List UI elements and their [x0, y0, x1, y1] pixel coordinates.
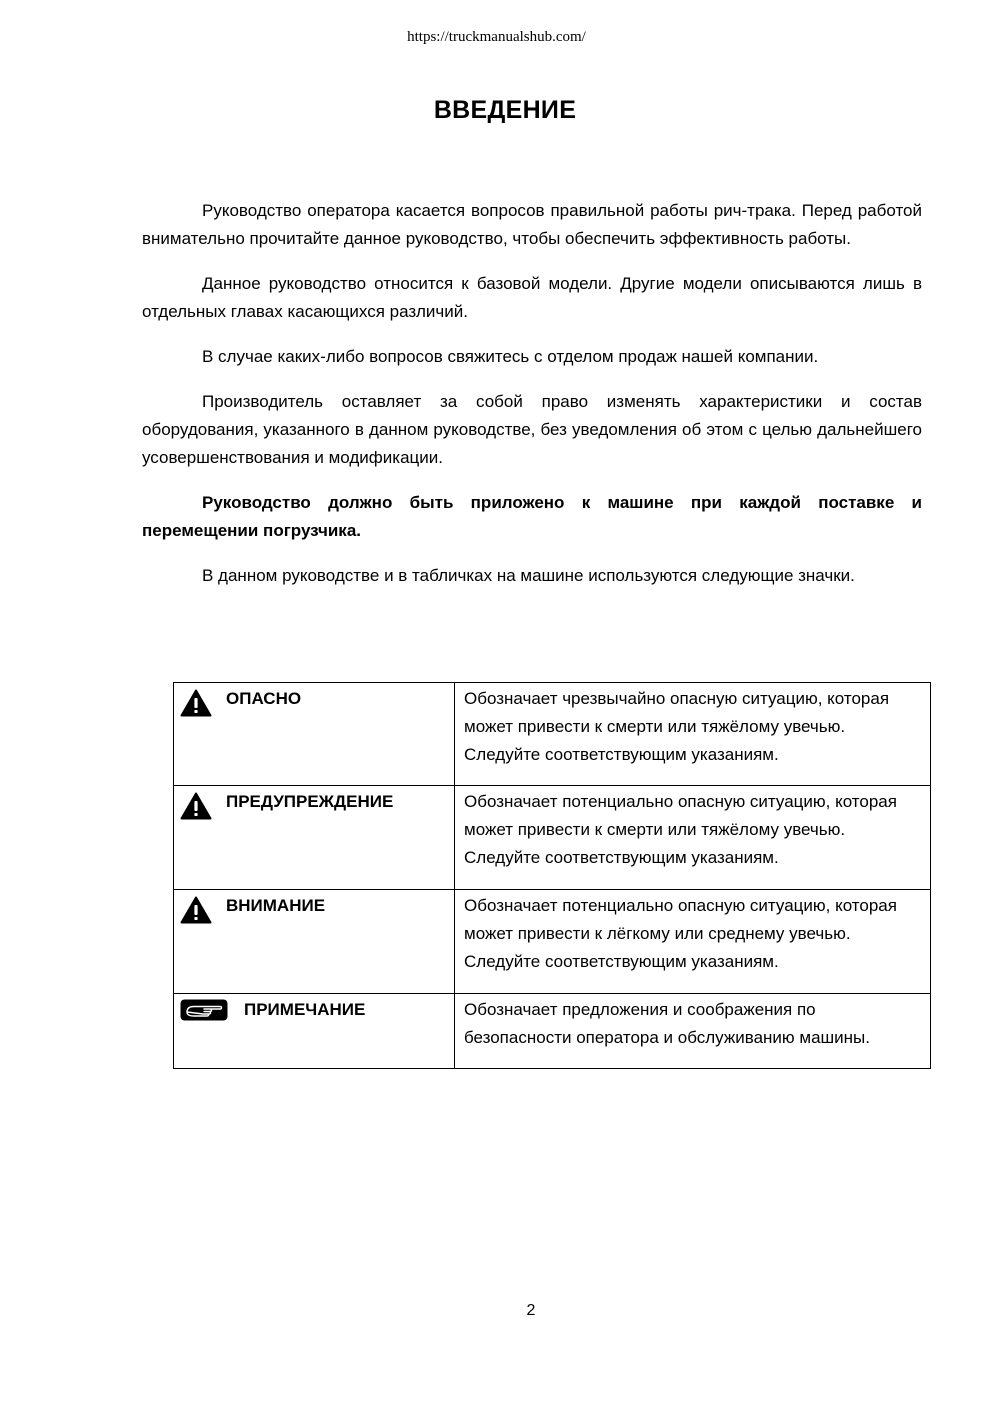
term-label: ВНИМАНИЕ — [226, 896, 326, 915]
page-title: ВВЕДЕНИЕ — [433, 96, 577, 124]
term-cell — [174, 683, 455, 786]
paragraph-attach-manual: Руководство должно быть приложено к машине при каждой поставке и перемещении погрузчика. — [142, 493, 922, 540]
description-cell: Обозначает потенциально опасную ситуацию, которая может привести к лёгкому или среднему увечью. Следуйте соответствующим указаниям. — [455, 890, 931, 994]
page-number: 2 — [526, 1302, 536, 1319]
body-text — [142, 197, 922, 607]
term-label: ПРИМЕЧАНИЕ — [244, 1000, 366, 1019]
term-label: ОПАСНО — [226, 689, 302, 708]
term-cell — [174, 994, 455, 1069]
warning-triangle-icon — [180, 896, 212, 924]
warning-triangle-icon — [180, 792, 212, 820]
table-row — [174, 786, 931, 890]
table-row — [174, 683, 931, 786]
paragraph-intro: Руководство оператора касается вопросов правильной работы рич-трака. Перед работой внимательно прочитайте данное руководство, чтобы обеспечить эффективность работы. — [142, 201, 922, 248]
paragraph-contact: В случае каких-либо вопросов свяжитесь с отделом продаж нашей компании. — [202, 347, 819, 366]
pointing-hand-icon — [180, 999, 228, 1021]
warning-triangle-icon — [180, 689, 212, 717]
description-cell: Обозначает чрезвычайно опасную ситуацию, которая может привести к смерти или тяжёлому увечью. Следуйте соответствующим указаниям. — [455, 683, 931, 786]
term-cell — [174, 890, 455, 994]
description-cell: Обозначает потенциально опасную ситуацию, которая может привести к смерти или тяжёлому увечью. Следуйте соответствующим указаниям. — [455, 786, 931, 890]
description-cell: Обозначает предложения и соображения по безопасности оператора и обслуживанию машины. — [455, 994, 931, 1069]
paragraph-signs-intro: В данном руководстве и в табличках на машине используются следующие значки. — [202, 566, 855, 585]
signs-table — [173, 682, 931, 1069]
header-url: https://truckmanualshub.com/ — [407, 29, 586, 45]
table-row — [174, 994, 931, 1069]
paragraph-base-model: Данное руководство относится к базовой модели. Другие модели описываются лишь в отдельных главах касающихся различий. — [142, 274, 922, 321]
table-row — [174, 890, 931, 994]
paragraph-manufacturer-rights: Производитель оставляет за собой право изменять характеристики и состав оборудования, указанного в данном руководстве, без уведомления об этом с целью дальнейшего усовершенствования и модификации. — [142, 392, 922, 467]
term-label: ПРЕДУПРЕЖДЕНИЕ — [226, 792, 394, 811]
term-cell — [174, 786, 455, 890]
